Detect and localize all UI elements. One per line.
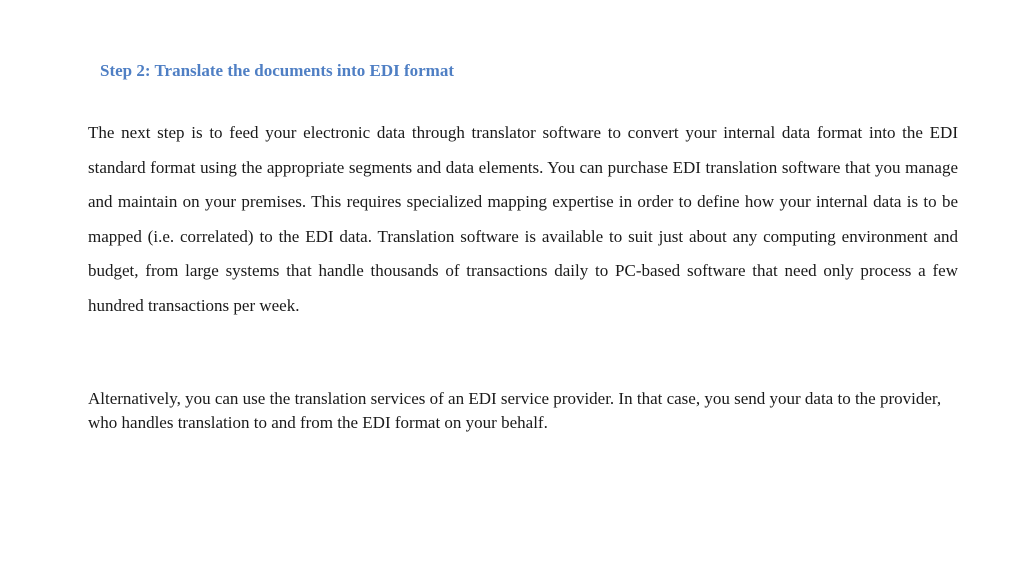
paragraph-service-provider: Alternatively, you can use the translation services of an EDI service provider. In that case, you send your data to the provider, who handles translation to and from the EDI format on your behalf.	[88, 389, 942, 432]
step-heading: Step 2: Translate the documents into EDI format	[100, 61, 454, 80]
paragraph-translator-software: The next step is to feed your electronic data through translator software to convert your internal data format into the EDI standard format using the appropriate segments and data elements. You can purchase EDI translation software that you manage and maintain on your premises. This requires specialized mapping expertise in order to define how your internal data is to be mapped (i.e. correlated) to the EDI data. Translation software is available to suit just about any computing environment and budget, from large systems that handle thousands of transactions daily to PC-based software that need only process a few hundred transactions per week.	[88, 123, 958, 315]
